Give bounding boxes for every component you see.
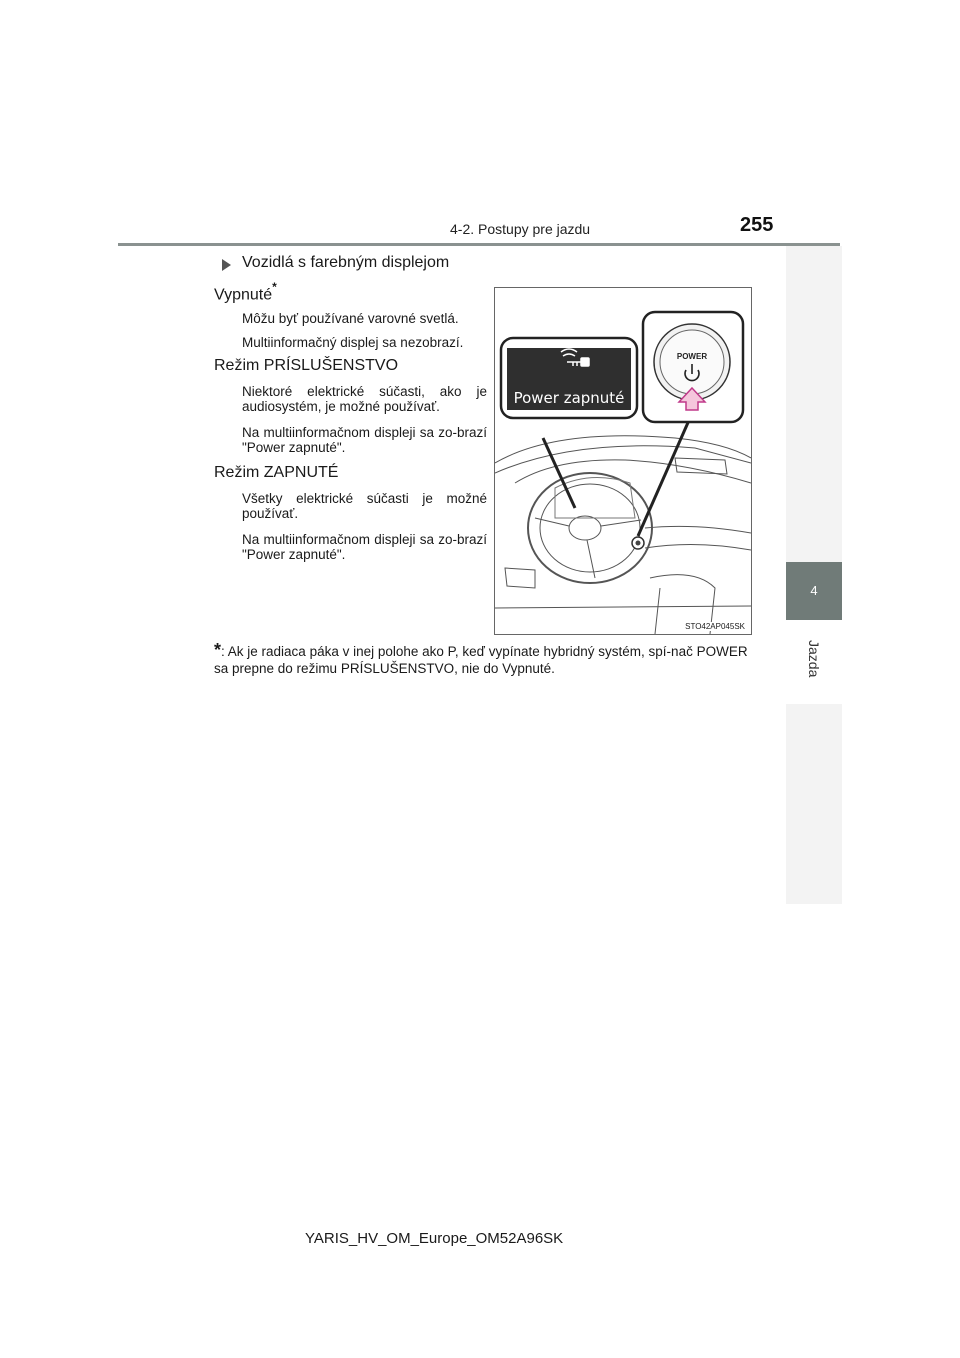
off-paragraph-2: Multiinformačný displej sa nezobrazí.: [242, 335, 464, 350]
power-button-label: POWER: [676, 352, 708, 361]
off-paragraph-1: Môžu byť používané varovné svetlá.: [242, 311, 459, 326]
heading-off: [214, 282, 277, 304]
dashboard-illustration: [495, 288, 751, 634]
page-number: 255: [740, 214, 774, 236]
accessory-paragraph-1: Niektoré elektrické súčasti, ako je audiosystém, je možné používať.: [242, 384, 487, 414]
figure-code: STO42AP045SK: [685, 622, 745, 631]
accessory-paragraph-2: Na multiinformačnom displeji sa zo-brazí "Power zapnuté".: [242, 425, 487, 455]
section-title: 4-2. Postupy pre jazdu: [450, 221, 591, 237]
footnote-mark: *: [214, 640, 222, 660]
heading-accessory: Režim PRÍSLUŠENSTVO: [214, 357, 399, 374]
chapter-tab: 4: [786, 562, 842, 620]
display-text: Power zapnuté: [513, 389, 625, 407]
side-tab-bottom: [786, 704, 842, 904]
side-tab-top: [786, 246, 842, 562]
chapter-label-text: Jazda: [806, 640, 822, 678]
triangle-bullet-icon: [222, 259, 231, 271]
heading-on: Režim ZAPNUTÉ: [214, 464, 339, 481]
footnote-text: : Ak je radiaca páka v inej polohe ako P, keď vypínate hybridný systém, spí-nač POWER sa prepne do režimu PRÍSLUŠENSTVO, nie do Vypnuté.: [214, 644, 748, 676]
subtitle: Vozidlá s farebným displejom: [242, 254, 450, 271]
heading-off-mark: *: [272, 280, 277, 294]
chapter-label: [790, 640, 838, 710]
footer-document-id: YARIS_HV_OM_Europe_OM52A96SK: [305, 1230, 564, 1247]
on-paragraph-2: Na multiinformačnom displeji sa zo-brazí "Power zapnuté".: [242, 532, 487, 562]
on-paragraph-1: Všetky elektrické súčasti je možné používať.: [242, 491, 487, 521]
footnote: [214, 642, 754, 677]
dashboard-figure: [494, 287, 752, 635]
header-rule: [118, 243, 840, 246]
heading-off-text: Vypnuté: [214, 286, 273, 304]
